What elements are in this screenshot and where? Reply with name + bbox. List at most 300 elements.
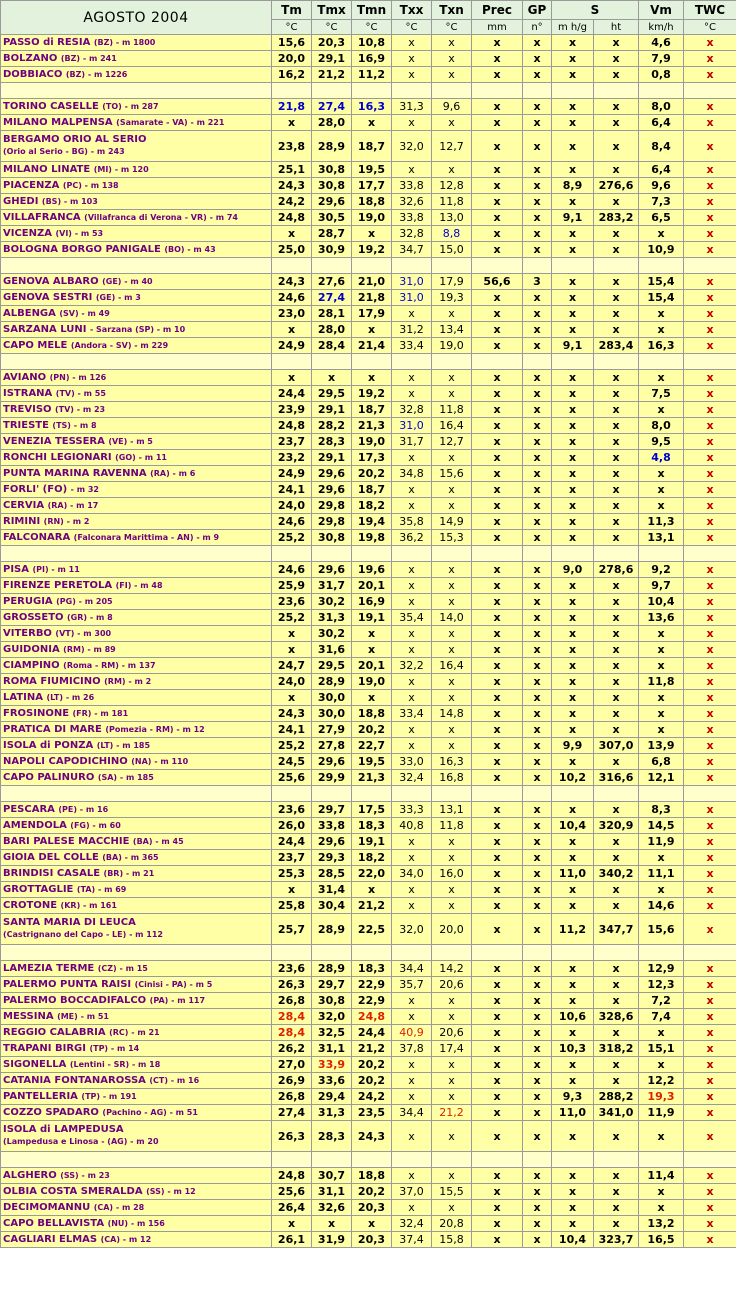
cell-s-ht: x xyxy=(594,418,639,434)
table-row xyxy=(1,642,736,658)
spacer-cell xyxy=(523,83,552,99)
station-detail: (FR) - m 181 xyxy=(72,708,129,718)
cell-txx: 32,4 xyxy=(392,1216,432,1232)
cell-tmn: 22,9 xyxy=(352,977,392,993)
spacer-cell xyxy=(352,83,392,99)
station-cell xyxy=(1,290,272,306)
station-detail: (VE) - m 5 xyxy=(108,436,153,446)
cell-vm: 9,5 xyxy=(639,434,684,450)
cell-txx: x xyxy=(392,67,432,83)
spacer-cell xyxy=(272,258,312,274)
table-row xyxy=(1,51,736,67)
spacer-cell xyxy=(472,258,523,274)
cell-tmx: 30,2 xyxy=(312,626,352,642)
cell-s-hours: x xyxy=(552,706,594,722)
cell-tmx: 27,4 xyxy=(312,290,352,306)
cell-s-hours: 10,4 xyxy=(552,818,594,834)
cell-txx: x xyxy=(392,1073,432,1089)
table-row xyxy=(1,194,736,210)
station-name: REGGIO CALABRIA xyxy=(3,1026,106,1038)
cell-s-ht: x xyxy=(594,274,639,290)
cell-tmn: 24,4 xyxy=(352,1025,392,1041)
cell-tm: 28,4 xyxy=(272,1025,312,1041)
cell-tmn: 18,8 xyxy=(352,1168,392,1184)
cell-prec: x xyxy=(472,770,523,786)
cell-txx: 34,8 xyxy=(392,466,432,482)
cell-vm: 6,5 xyxy=(639,210,684,226)
cell-s-hours: x xyxy=(552,35,594,51)
station-detail: (PN) - m 126 xyxy=(49,372,107,382)
cell-txn: x xyxy=(432,115,472,131)
spacer-cell xyxy=(552,258,594,274)
station-name: ROMA FIUMICINO xyxy=(3,675,101,687)
spacer-cell xyxy=(639,258,684,274)
cell-txn: 16,8 xyxy=(432,770,472,786)
station-detail: (RC) - m 21 xyxy=(109,1027,160,1037)
cell-gp: x xyxy=(523,338,552,354)
cell-s-hours: x xyxy=(552,642,594,658)
cell-gp: x xyxy=(523,1025,552,1041)
station-cell xyxy=(1,434,272,450)
station-detail: (Lampedusa e Linosa - (AG) - m 20 xyxy=(3,1137,159,1146)
cell-txx: 35,7 xyxy=(392,977,432,993)
table-row xyxy=(1,977,736,993)
cell-tmx: 28,3 xyxy=(312,434,352,450)
col-header-twc: TWC xyxy=(684,1,736,20)
cell-txn: 13,4 xyxy=(432,322,472,338)
cell-s-ht: 318,2 xyxy=(594,1041,639,1057)
cell-txx: 32,0 xyxy=(392,914,432,945)
cell-tmx: 30,5 xyxy=(312,210,352,226)
cell-tmx: 28,4 xyxy=(312,338,352,354)
cell-s-hours: x xyxy=(552,993,594,1009)
cell-vm: x xyxy=(639,626,684,642)
cell-twc: x xyxy=(684,67,736,83)
cell-s-ht: x xyxy=(594,67,639,83)
cell-txx: x xyxy=(392,578,432,594)
station-cell xyxy=(1,35,272,51)
cell-s-hours: x xyxy=(552,850,594,866)
station-cell xyxy=(1,386,272,402)
spacer-cell xyxy=(392,546,432,562)
spacer-cell xyxy=(352,354,392,370)
cell-tm: 24,6 xyxy=(272,514,312,530)
cell-gp: x xyxy=(523,115,552,131)
spacer-cell xyxy=(272,786,312,802)
station-detail: (Villafranca di Verona - VR) - m 74 xyxy=(84,212,238,222)
cell-txx: x xyxy=(392,642,432,658)
cell-txn: 16,3 xyxy=(432,754,472,770)
cell-gp: x xyxy=(523,67,552,83)
cell-txx: 33,4 xyxy=(392,706,432,722)
cell-s-hours: x xyxy=(552,482,594,498)
cell-s-hours: x xyxy=(552,99,594,115)
cell-tm: 24,4 xyxy=(272,386,312,402)
cell-txx: 32,6 xyxy=(392,194,432,210)
cell-gp: x xyxy=(523,818,552,834)
cell-vm: 8,0 xyxy=(639,418,684,434)
cell-prec: x xyxy=(472,115,523,131)
cell-txx: 32,8 xyxy=(392,226,432,242)
cell-tmx: 28,3 xyxy=(312,1121,352,1152)
cell-s-hours: x xyxy=(552,578,594,594)
table-row xyxy=(1,386,736,402)
cell-tmn: 19,2 xyxy=(352,386,392,402)
cell-tmx: 29,6 xyxy=(312,482,352,498)
cell-s-ht: 276,6 xyxy=(594,178,639,194)
cell-vm: x xyxy=(639,690,684,706)
unit-tmx: °C xyxy=(312,20,352,35)
station-name: BOLOGNA BORGO PANIGALE xyxy=(3,243,161,255)
cell-s-hours: 11,0 xyxy=(552,866,594,882)
cell-tm: 24,1 xyxy=(272,482,312,498)
cell-tmn: 18,8 xyxy=(352,194,392,210)
station-cell xyxy=(1,1121,272,1152)
cell-prec: x xyxy=(472,322,523,338)
spacer-cell xyxy=(272,945,312,961)
cell-s-ht: x xyxy=(594,1121,639,1152)
cell-twc: x xyxy=(684,1041,736,1057)
cell-gp: x xyxy=(523,1200,552,1216)
cell-txn: 19,3 xyxy=(432,290,472,306)
cell-s-hours: 8,9 xyxy=(552,178,594,194)
cell-s-hours: x xyxy=(552,162,594,178)
table-row xyxy=(1,274,736,290)
station-name: PALERMO BOCCADIFALCO xyxy=(3,994,147,1006)
cell-vm: x xyxy=(639,722,684,738)
col-header-vm: Vm xyxy=(639,1,684,20)
cell-gp: x xyxy=(523,131,552,162)
cell-s-hours: x xyxy=(552,306,594,322)
table-row xyxy=(1,754,736,770)
station-name: VICENZA xyxy=(3,227,52,239)
cell-tmn: x xyxy=(352,370,392,386)
table-row xyxy=(1,418,736,434)
station-detail: (CT) - m 16 xyxy=(149,1075,200,1085)
cell-tmn: 17,5 xyxy=(352,802,392,818)
cell-vm: x xyxy=(639,658,684,674)
cell-s-ht: x xyxy=(594,1057,639,1073)
table-row xyxy=(1,658,736,674)
cell-twc: x xyxy=(684,418,736,434)
cell-txn: x xyxy=(432,626,472,642)
cell-txn: 21,2 xyxy=(432,1105,472,1121)
station-cell xyxy=(1,1200,272,1216)
table-row xyxy=(1,961,736,977)
cell-vm: 14,6 xyxy=(639,898,684,914)
cell-s-hours: 10,6 xyxy=(552,1009,594,1025)
table-row xyxy=(1,706,736,722)
station-cell xyxy=(1,498,272,514)
station-cell xyxy=(1,1025,272,1041)
cell-tmn: 18,8 xyxy=(352,706,392,722)
cell-tm: 23,2 xyxy=(272,450,312,466)
cell-txn: 15,3 xyxy=(432,530,472,546)
station-name: PIACENZA xyxy=(3,179,60,191)
table-row xyxy=(1,818,736,834)
cell-s-ht: x xyxy=(594,882,639,898)
cell-s-hours: x xyxy=(552,834,594,850)
station-name: SARZANA LUNI xyxy=(3,323,87,335)
cell-s-ht: x xyxy=(594,1216,639,1232)
station-name: FALCONARA xyxy=(3,531,71,543)
cell-s-ht: x xyxy=(594,99,639,115)
cell-txx: x xyxy=(392,594,432,610)
cell-tm: x xyxy=(272,115,312,131)
cell-prec: x xyxy=(472,242,523,258)
station-cell xyxy=(1,754,272,770)
station-detail: (Cinisi - PA) - m 5 xyxy=(134,979,213,989)
cell-s-ht: x xyxy=(594,1168,639,1184)
cell-s-hours: x xyxy=(552,386,594,402)
spacer-cell xyxy=(312,945,352,961)
cell-tm: 26,1 xyxy=(272,1232,312,1248)
cell-tm: 24,5 xyxy=(272,754,312,770)
table-row xyxy=(1,306,736,322)
station-cell xyxy=(1,802,272,818)
cell-tmn: 21,0 xyxy=(352,274,392,290)
cell-txn: 20,6 xyxy=(432,977,472,993)
cell-tmx: 29,5 xyxy=(312,658,352,674)
station-name: SIGONELLA xyxy=(3,1058,67,1070)
cell-tmn: 20,2 xyxy=(352,1073,392,1089)
spacer-cell xyxy=(432,354,472,370)
spacer-cell xyxy=(684,1152,736,1168)
cell-txx: x xyxy=(392,1057,432,1073)
cell-twc: x xyxy=(684,961,736,977)
cell-prec: x xyxy=(472,306,523,322)
cell-twc: x xyxy=(684,850,736,866)
cell-tmn: 19,0 xyxy=(352,210,392,226)
spacer-cell xyxy=(639,786,684,802)
cell-tmx: 31,3 xyxy=(312,610,352,626)
station-detail: (GE) - m 40 xyxy=(102,276,153,286)
station-detail: (BO) - m 43 xyxy=(164,244,216,254)
cell-txx: 34,4 xyxy=(392,1105,432,1121)
station-name: CROTONE xyxy=(3,899,58,911)
cell-s-ht: x xyxy=(594,690,639,706)
cell-s-ht: 288,2 xyxy=(594,1089,639,1105)
cell-tm: 23,6 xyxy=(272,802,312,818)
cell-tmn: x xyxy=(352,642,392,658)
station-cell xyxy=(1,338,272,354)
cell-tm: x xyxy=(272,1216,312,1232)
cell-tm: 23,8 xyxy=(272,131,312,162)
station-cell xyxy=(1,562,272,578)
cell-tmx: 29,6 xyxy=(312,194,352,210)
station-detail: (TA) - m 69 xyxy=(76,884,127,894)
cell-txn: x xyxy=(432,1009,472,1025)
header-row-labels xyxy=(1,1,736,20)
cell-tm: 23,0 xyxy=(272,306,312,322)
cell-tmn: 18,2 xyxy=(352,498,392,514)
station-cell xyxy=(1,594,272,610)
cell-vm: 13,9 xyxy=(639,738,684,754)
cell-gp: x xyxy=(523,226,552,242)
station-detail: (BZ) - m 1226 xyxy=(65,69,128,79)
cell-prec: x xyxy=(472,530,523,546)
cell-txn: 20,0 xyxy=(432,914,472,945)
station-cell xyxy=(1,610,272,626)
cell-s-hours: x xyxy=(552,51,594,67)
cell-gp: x xyxy=(523,1057,552,1073)
cell-prec: x xyxy=(472,35,523,51)
spacer-cell xyxy=(352,786,392,802)
cell-tm: x xyxy=(272,626,312,642)
cell-s-hours: 11,2 xyxy=(552,914,594,945)
cell-s-ht: 340,2 xyxy=(594,866,639,882)
cell-prec: x xyxy=(472,898,523,914)
cell-prec: x xyxy=(472,1200,523,1216)
cell-gp: x xyxy=(523,882,552,898)
cell-txx: 31,0 xyxy=(392,418,432,434)
cell-s-hours: x xyxy=(552,977,594,993)
cell-tmx: 33,8 xyxy=(312,818,352,834)
spacer-cell xyxy=(684,83,736,99)
cell-prec: x xyxy=(472,1073,523,1089)
station-detail: (PC) - m 138 xyxy=(62,180,119,190)
cell-twc: x xyxy=(684,178,736,194)
station-cell xyxy=(1,418,272,434)
station-name: CAPO PALINURO xyxy=(3,771,95,783)
cell-tmn: x xyxy=(352,1216,392,1232)
cell-s-hours: x xyxy=(552,514,594,530)
spacer-cell xyxy=(594,945,639,961)
cell-gp: x xyxy=(523,242,552,258)
cell-tmn: x xyxy=(352,882,392,898)
station-name: RIMINI xyxy=(3,515,41,527)
cell-tmx: 28,5 xyxy=(312,866,352,882)
station-name: CIAMPINO xyxy=(3,659,60,671)
cell-gp: x xyxy=(523,626,552,642)
station-detail: (VT) - m 300 xyxy=(55,628,112,638)
cell-tmn: 21,8 xyxy=(352,290,392,306)
station-detail: (SA) - m 185 xyxy=(97,772,154,782)
cell-tm: 26,4 xyxy=(272,1200,312,1216)
cell-tmn: 23,5 xyxy=(352,1105,392,1121)
cell-txn: 14,8 xyxy=(432,706,472,722)
station-name: AVIANO xyxy=(3,371,47,383)
cell-vm: 7,2 xyxy=(639,993,684,1009)
spacer-cell xyxy=(639,546,684,562)
station-cell xyxy=(1,115,272,131)
cell-txn: 16,4 xyxy=(432,418,472,434)
cell-tmn: 21,4 xyxy=(352,338,392,354)
station-name: SANTA MARIA DI LEUCA xyxy=(3,917,136,928)
table-row xyxy=(1,770,736,786)
station-name: VITERBO xyxy=(3,627,52,639)
cell-twc: x xyxy=(684,162,736,178)
cell-gp: x xyxy=(523,434,552,450)
cell-tmn: 21,2 xyxy=(352,898,392,914)
spacer-cell xyxy=(432,786,472,802)
cell-tm: 24,2 xyxy=(272,194,312,210)
station-cell xyxy=(1,1105,272,1121)
cell-tmx: 28,2 xyxy=(312,418,352,434)
cell-tmn: 19,5 xyxy=(352,162,392,178)
cell-s-hours: x xyxy=(552,290,594,306)
cell-gp: x xyxy=(523,210,552,226)
cell-s-hours: x xyxy=(552,322,594,338)
cell-tmx: x xyxy=(312,1216,352,1232)
station-cell xyxy=(1,274,272,290)
cell-tmn: 24,8 xyxy=(352,1009,392,1025)
table-row xyxy=(1,802,736,818)
cell-tmn: 19,4 xyxy=(352,514,392,530)
cell-txn: 11,8 xyxy=(432,194,472,210)
station-detail: - m 32 xyxy=(70,484,99,494)
cell-tm: 25,9 xyxy=(272,578,312,594)
cell-tmx: 29,8 xyxy=(312,498,352,514)
col-header-gp: GP xyxy=(523,1,552,20)
table-row xyxy=(1,674,736,690)
cell-prec: x xyxy=(472,290,523,306)
table-row xyxy=(1,99,736,115)
cell-gp: x xyxy=(523,450,552,466)
cell-tmx: 30,0 xyxy=(312,706,352,722)
station-name: CAPO MELE xyxy=(3,339,68,351)
cell-prec: x xyxy=(472,674,523,690)
cell-twc: x xyxy=(684,530,736,546)
cell-txx: x xyxy=(392,674,432,690)
cell-txx: x xyxy=(392,562,432,578)
cell-twc: x xyxy=(684,882,736,898)
station-cell xyxy=(1,961,272,977)
cell-gp: x xyxy=(523,866,552,882)
station-cell xyxy=(1,482,272,498)
station-name: FORLI' (FO) xyxy=(3,483,68,495)
cell-gp: x xyxy=(523,642,552,658)
cell-tmn: 19,8 xyxy=(352,530,392,546)
station-name: PERUGIA xyxy=(3,595,53,607)
table-row xyxy=(1,1057,736,1073)
station-cell xyxy=(1,1216,272,1232)
cell-twc: x xyxy=(684,434,736,450)
station-name: ALBENGA xyxy=(3,307,56,319)
cell-twc: x xyxy=(684,642,736,658)
table-row xyxy=(1,1232,736,1248)
station-name: BARI PALESE MACCHIE xyxy=(3,835,130,847)
cell-vm: x xyxy=(639,370,684,386)
cell-gp: x xyxy=(523,514,552,530)
cell-vm: 6,8 xyxy=(639,754,684,770)
station-detail: (CA) - m 12 xyxy=(100,1234,152,1244)
cell-twc: x xyxy=(684,242,736,258)
table-row xyxy=(1,1184,736,1200)
cell-tm: 25,3 xyxy=(272,866,312,882)
spacer-cell xyxy=(472,354,523,370)
cell-s-ht: x xyxy=(594,162,639,178)
cell-txx: 34,0 xyxy=(392,866,432,882)
station-name: GROSSETO xyxy=(3,611,64,623)
cell-twc: x xyxy=(684,514,736,530)
cell-s-hours: x xyxy=(552,67,594,83)
cell-twc: x xyxy=(684,1168,736,1184)
station-detail: (Pomezia - RM) - m 12 xyxy=(105,724,205,734)
cell-tm: 24,8 xyxy=(272,210,312,226)
cell-tmx: 29,3 xyxy=(312,850,352,866)
station-cell xyxy=(1,210,272,226)
station-cell xyxy=(1,578,272,594)
station-cell xyxy=(1,866,272,882)
cell-prec: x xyxy=(472,642,523,658)
cell-gp: x xyxy=(523,898,552,914)
spacer-cell xyxy=(1,786,272,802)
cell-twc: x xyxy=(684,977,736,993)
cell-tmx: 29,4 xyxy=(312,1089,352,1105)
cell-tmn: 20,2 xyxy=(352,722,392,738)
cell-tm: 15,6 xyxy=(272,35,312,51)
